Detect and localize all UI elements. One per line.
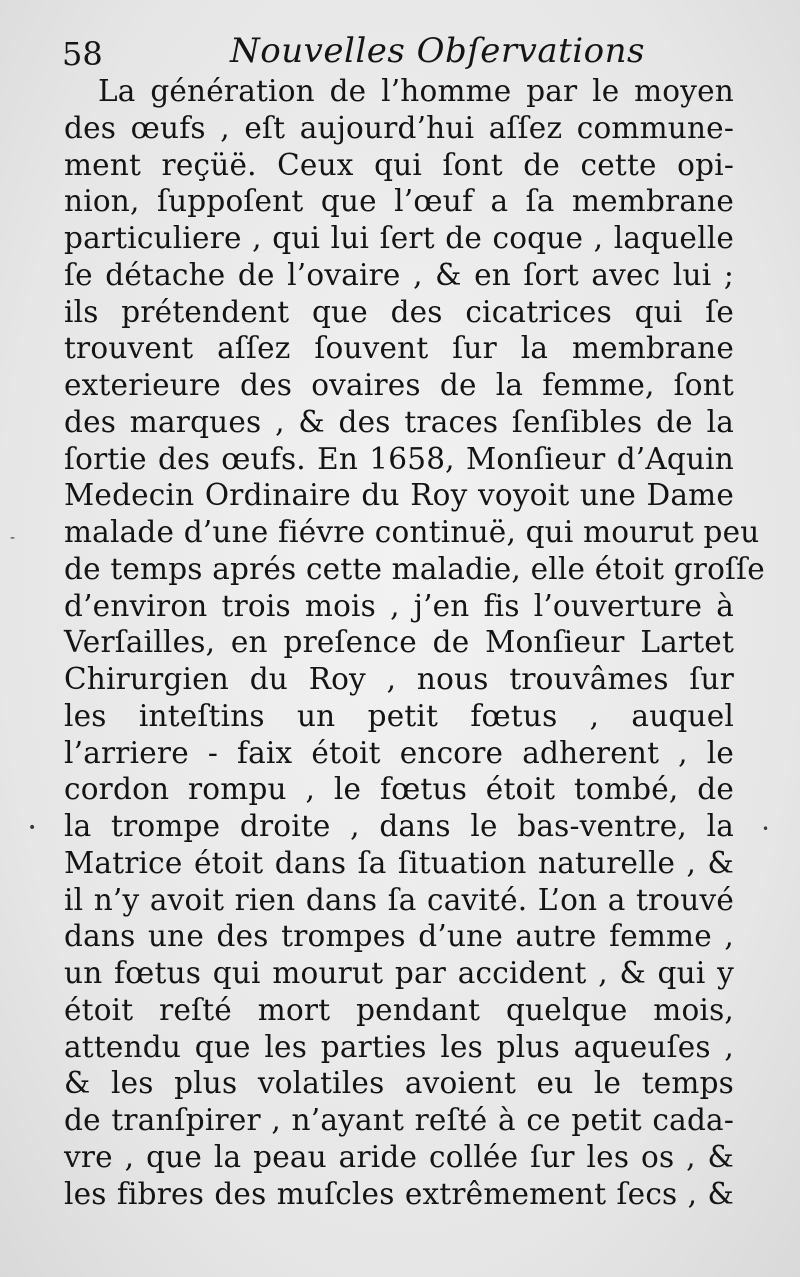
text-line: vre , que la peau aride collée ſur les os , & (64, 1139, 734, 1174)
text-line: malade d’une fiévre continuë, qui mourut peu (64, 515, 760, 549)
text-line: des marques , & des traces ſenſibles de la (64, 404, 734, 439)
text-line: particuliere , qui lui ſert de coque , laquelle (64, 221, 734, 255)
running-head (62, 28, 762, 74)
text-line: il n’y avoit rien dans ſa cavité. L’on a trouvé (64, 882, 734, 917)
text-line: de temps aprés cette maladie, elle étoit groſſe (64, 551, 765, 586)
body-text (64, 73, 765, 1212)
text-line: les inteſtins un petit fœtus , auquel (64, 698, 734, 733)
text-line: des œufs , eſt aujourd’hui aſſez commune- (64, 110, 734, 145)
text-line: La génération de l’homme par le moyen (98, 74, 734, 108)
text-line: l’arriere - faix étoit encore adherent , le (64, 735, 734, 770)
text-line: Verſailles, en preſence de Monſieur Lartet (64, 625, 734, 660)
margin-dot: • (28, 820, 37, 836)
margin-dot: - (10, 530, 16, 546)
text-line: Matrice étoit dans ſa ſituation naturelle , & (64, 845, 734, 880)
page-number: 58 (62, 35, 103, 73)
text-line: exterieure des ovaires de la femme, ſont (64, 368, 734, 402)
running-head-title: Nouvelles Obſervations (230, 31, 645, 71)
text-line: ſe détache de l’ovaire , & en ſort avec lui ; (64, 257, 734, 292)
text-line: un fœtus qui mourut par accident , & qui y (64, 956, 734, 990)
text-line: la trompe droite , dans le bas-ventre, la (64, 809, 734, 843)
text-line: ſortie des œufs. En 1658, Monſieur d’Aquin (64, 441, 734, 476)
text-line: cordon rompu , le fœtus étoit tombé, de (64, 772, 734, 807)
text-line: dans une des trompes d’une autre femme , (64, 919, 734, 954)
text-line: ment reçüë. Ceux qui ſont de cette opi- (64, 147, 734, 182)
text-line: Chirurgien du Roy , nous trouvâmes ſur (64, 662, 734, 696)
text-line: & les plus volatiles avoient eu le temps (64, 1066, 734, 1101)
text-line: Medecin Ordinaire du Roy voyoit une Dame (64, 478, 734, 513)
text-line: attendu que les parties les plus aqueuſes , (64, 1029, 734, 1064)
text-line: étoit reſté mort pendant quelque mois, (64, 992, 734, 1027)
text-line: nion, ſuppoſent que l’œuf a ſa membrane (64, 184, 734, 219)
text-line: de tranſpirer , n’ayant reſté à ce petit cada- (64, 1103, 734, 1137)
text-line: ils prétendent que des cicatrices qui ſe (64, 294, 734, 329)
text-line: les fibres des muſcles extrêmement ſecs , & (64, 1176, 734, 1211)
margin-dot: • (762, 822, 770, 836)
text-line: d’environ trois mois , j’en fis l’ouverture à (64, 588, 734, 623)
text-line: trouvent aſſez ſouvent ſur la membrane (64, 331, 734, 366)
